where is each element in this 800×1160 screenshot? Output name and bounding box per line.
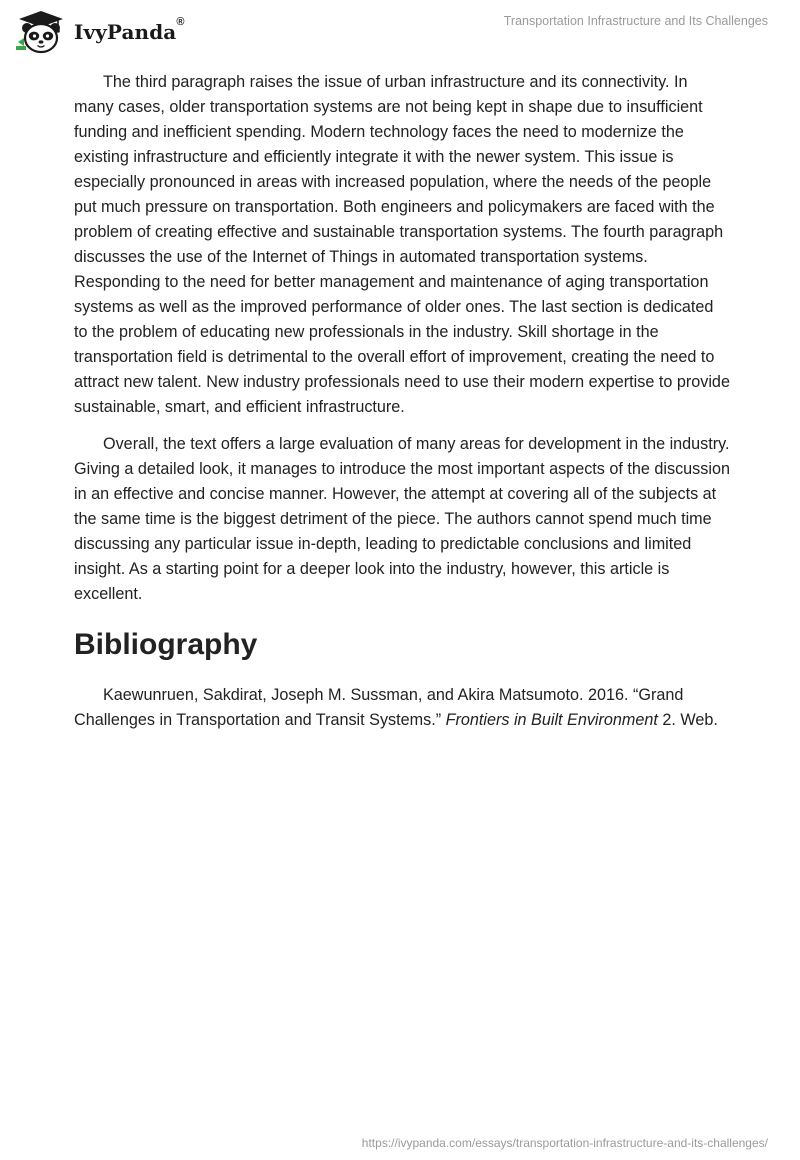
source-url[interactable]: https://ivypanda.com/essays/transportation-infrastructure-and-its-challenges/ xyxy=(361,1136,768,1150)
bibliography-heading: Bibliography xyxy=(74,628,258,661)
document-title: Transportation Infrastructure and Its Challenges xyxy=(503,14,768,28)
citation-suffix: 2. Web. xyxy=(657,711,718,729)
document-body xyxy=(74,70,730,733)
citation-authors-title: Kaewunruen, Sakdirat, Joseph M. Sussman, and Akira Matsumoto. 2016. “Grand Challenges in Transportation and Transit Systems.” xyxy=(74,686,684,729)
citation-journal: Frontiers in Built Environment xyxy=(445,711,658,729)
body-paragraph: The third paragraph raises the issue of urban infrastructure and its connectivity. In many cases, older transportation systems are not being kept in shape due to insufficient funding and inefficient spending. Modern technology faces the need to modernize the existing infrastructure and efficiently integrate it with the newer system. This issue is especially pronounced in areas with increased population, where the needs of the people put much pressure on transportation. Both engineers and policymakers are faced with the problem of creating effective and sustainable transportation systems. The fourth paragraph discusses the use of the Internet of Things in automated transportation systems. Responding to the need for better management and maintenance of aging transportation systems as well as the improved performance of older ones. The last section is dedicated to the problem of educating new professionals in the industry. Skill shortage in the transportation field is detrimental to the overall effort of improvement, creating the need to attract new talent. New industry professionals need to use their modern expertise to provide sustainable, smart, and efficient infrastructure. xyxy=(74,73,730,416)
brand-logo[interactable] xyxy=(14,8,185,56)
brand-name: IvyPanda® xyxy=(74,16,185,44)
page-header xyxy=(0,0,800,60)
panda-graduate-icon xyxy=(14,8,68,56)
bibliography-entry xyxy=(74,683,730,733)
body-paragraph: Overall, the text offers a large evaluation of many areas for development in the industry. Giving a detailed look, it manages to introduce the most important aspects of the discussion in an effective and concise manner. However, the attempt at covering all of the subjects at the same time is the biggest detriment of the piece. The authors cannot spend much time discussing any particular issue in-depth, leading to predictable conclusions and limited insight. As a starting point for a deeper look into the industry, however, this article is excellent. xyxy=(74,435,730,603)
registered-mark: ® xyxy=(176,16,185,28)
